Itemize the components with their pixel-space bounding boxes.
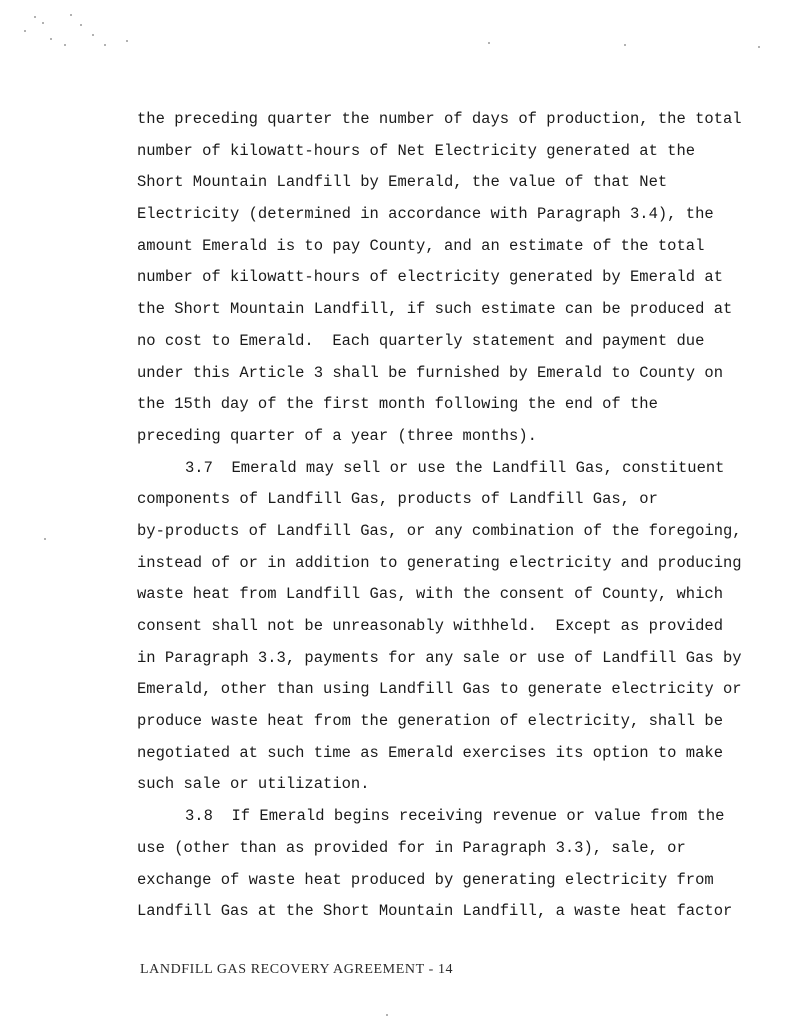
- text-line: components of Landfill Gas, products of Landfill Gas, or: [137, 490, 658, 509]
- text-line: number of kilowatt-hours of electricity generated by Emerald at: [137, 268, 723, 287]
- scan-speck: [386, 1014, 388, 1016]
- scan-speck: [64, 44, 66, 46]
- scan-speck: [24, 30, 26, 32]
- scan-speck: [624, 44, 626, 46]
- text-line: the preceding quarter the number of days of production, the total: [137, 110, 742, 128]
- text-line: preceding quarter of a year (three months).: [137, 426, 537, 445]
- paragraph-3-8-first-line: 3.8 If Emerald begins receiving revenue or value from the: [185, 807, 725, 826]
- scan-speck: [92, 34, 94, 36]
- text-line: the 15th day of the first month following the end of the: [137, 395, 658, 414]
- scan-speck: [70, 14, 72, 16]
- text-line: under this Article 3 shall be furnished by Emerald to County on: [137, 363, 723, 382]
- text-line: waste heat from Landfill Gas, with the consent of County, which: [137, 585, 723, 604]
- scan-speck: [758, 46, 760, 48]
- text-line: exchange of waste heat produced by generating electricity from: [137, 870, 714, 889]
- agreement-body-text: [137, 104, 800, 928]
- text-line: negotiated at such time as Emerald exercises its option to make: [137, 743, 723, 762]
- text-line: Landfill Gas at the Short Mountain Landfill, a waste heat factor: [137, 902, 733, 921]
- text-line: consent shall not be unreasonably withheld. Except as provided: [137, 617, 723, 635]
- text-line: amount Emerald is to pay County, and an estimate of the total: [137, 236, 705, 255]
- text-line: the Short Mountain Landfill, if such estimate can be produced at: [137, 300, 733, 319]
- paragraph-3-7-first-line: 3.7 Emerald may sell or use the Landfill Gas, constituent: [185, 458, 725, 477]
- text-line: no cost to Emerald. Each quarterly statement and payment due: [137, 331, 705, 350]
- scan-speck: [104, 44, 106, 46]
- text-line: Emerald, other than using Landfill Gas to generate electricity or: [137, 680, 742, 699]
- scan-speck: [50, 38, 52, 40]
- scan-speck: [44, 538, 46, 540]
- page-footer: LANDFILL GAS RECOVERY AGREEMENT - 14: [140, 962, 454, 977]
- text-line: such sale or utilization.: [137, 775, 370, 794]
- text-line: by-products of Landfill Gas, or any combination of the foregoing,: [137, 521, 742, 540]
- scan-speck: [34, 16, 36, 18]
- scan-speck: [488, 42, 490, 44]
- text-line: in Paragraph 3.3, payments for any sale or use of Landfill Gas by: [137, 648, 742, 667]
- text-line: number of kilowatt-hours of Net Electricity generated at the: [137, 141, 696, 160]
- scan-speck: [42, 22, 44, 24]
- scan-speck: [126, 40, 128, 42]
- text-line: instead of or in addition to generating electricity and producing: [137, 553, 742, 572]
- text-line: Short Mountain Landfill by Emerald, the value of that Net: [137, 173, 668, 192]
- text-line: produce waste heat from the generation of electricity, shall be: [137, 712, 723, 731]
- text-line: Electricity (determined in accordance with Paragraph 3.4), the: [137, 205, 714, 224]
- text-line: use (other than as provided for in Paragraph 3.3), sale, or: [137, 838, 686, 857]
- scan-speck: [80, 24, 82, 26]
